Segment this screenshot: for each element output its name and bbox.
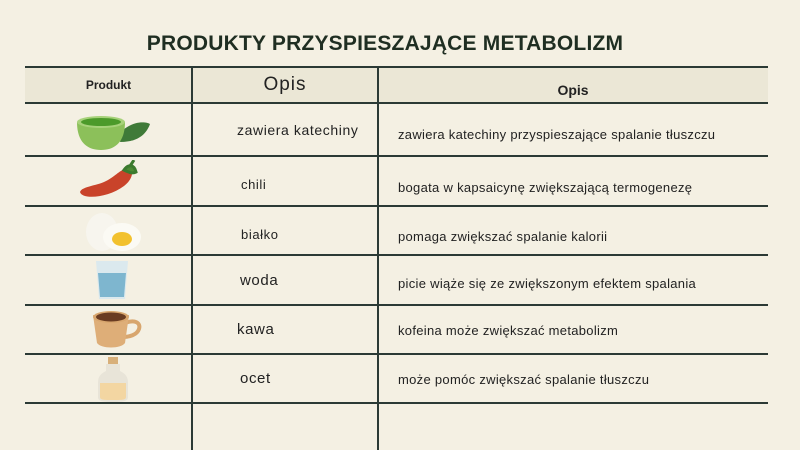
water-glass-icon <box>94 259 130 303</box>
egg-icon <box>82 210 144 252</box>
row-desc: kofeina może zwiększać metabolizm <box>398 322 619 338</box>
row-short: ocet <box>240 369 271 387</box>
divider <box>25 155 768 157</box>
header-opis: Opis <box>557 82 589 98</box>
chili-pepper-icon <box>78 160 140 202</box>
row-desc: picie wiąże się ze zwiększonym efektem spalania <box>398 275 697 291</box>
green-tea-cup-icon <box>75 112 153 152</box>
page-title: PRODUKTY PRZYSPIESZAJĄCE METABOLIZM <box>146 32 624 55</box>
coffee-cup-icon <box>91 309 145 351</box>
row-short: chili <box>241 176 267 192</box>
row-short: kawa <box>237 320 275 338</box>
divider <box>25 353 768 355</box>
row-short: zawiera katechiny <box>237 122 359 138</box>
header-opis-short: Opis <box>263 74 307 95</box>
vinegar-bottle-icon <box>96 357 130 403</box>
row-short: woda <box>240 271 279 289</box>
row-desc: zawiera katechiny przyspieszające spalanie tłuszczu <box>398 126 716 142</box>
divider <box>25 402 768 404</box>
divider <box>25 304 768 306</box>
row-desc: bogata w kapsaicynę zwiększającą termogenezę <box>398 179 693 195</box>
divider <box>377 67 379 450</box>
header-produkt: Produkt <box>85 78 132 92</box>
row-desc: może pomóc zwiększać spalanie tłuszczu <box>398 371 650 387</box>
divider <box>25 205 768 207</box>
row-desc: pomaga zwiększać spalanie kalorii <box>398 228 608 244</box>
divider <box>191 67 193 450</box>
row-short: białko <box>241 226 279 242</box>
divider <box>25 254 768 256</box>
